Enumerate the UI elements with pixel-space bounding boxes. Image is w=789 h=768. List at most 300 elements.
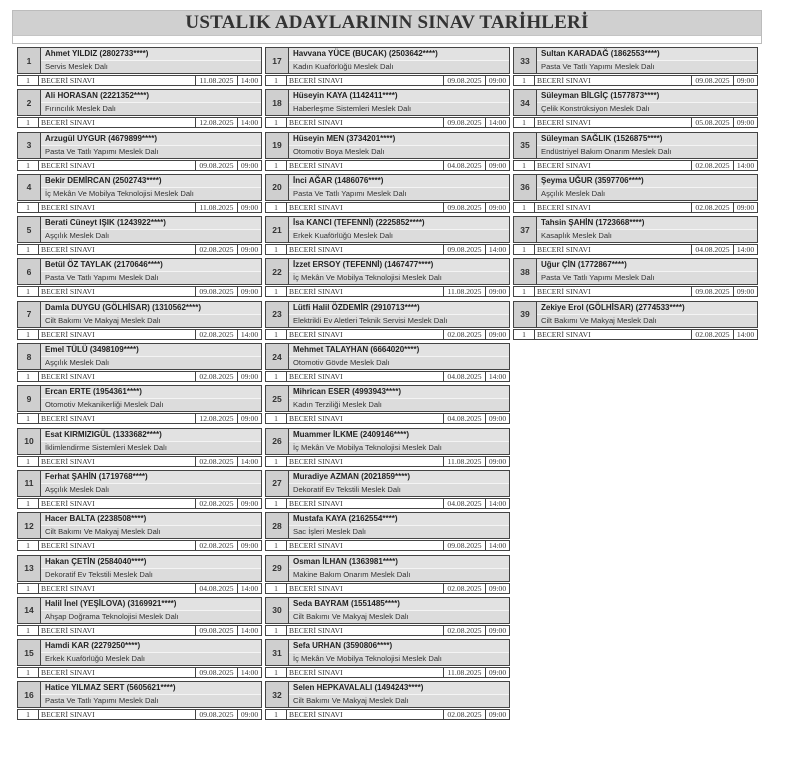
exam-type: BECERİ SINAVI [39, 625, 196, 636]
candidate-branch: Pasta Ve Tatlı Yapımı Meslek Dalı [41, 272, 261, 284]
exam-time: 14:00 [734, 160, 758, 171]
exam-number: 1 [265, 583, 287, 594]
exam-type: BECERİ SINAVI [39, 117, 196, 128]
candidate-branch: İklimlendirme Sistemleri Meslek Dalı [41, 442, 261, 454]
candidate-branch: Aşçılık Meslek Dalı [41, 484, 261, 496]
exam-date: 12.08.2025 [196, 413, 238, 424]
exam-time: 14:00 [486, 498, 510, 509]
column-3 [513, 47, 759, 343]
candidate-number: 33 [514, 48, 537, 73]
exam-number: 1 [513, 117, 535, 128]
candidate-name: Damla DUYGU (GÖLHİSAR) (1310562****) [41, 302, 261, 315]
exam-time: 14:00 [734, 329, 758, 340]
candidate-name: Emel TÜLÜ (3498109****) [41, 344, 261, 357]
exam-time: 14:00 [238, 583, 262, 594]
candidate-header [17, 428, 262, 455]
candidate-card [513, 216, 759, 255]
candidate-number: 27 [266, 471, 289, 496]
candidate-branch: Pasta Ve Tatlı Yapımı Meslek Dalı [537, 272, 757, 284]
candidate-header [17, 258, 262, 285]
exam-number: 1 [17, 371, 39, 382]
exam-number: 1 [265, 625, 287, 636]
exam-date: 11.08.2025 [196, 75, 238, 86]
candidate-header [265, 385, 510, 412]
candidate-card [17, 470, 263, 509]
candidate-name: Havvana YÜCE (BUCAK) (2503642****) [289, 48, 509, 61]
candidate-card [513, 174, 759, 213]
exam-time: 09:00 [486, 709, 510, 720]
exam-time: 09:00 [486, 202, 510, 213]
candidate-branch: Erkek Kuaförlüğü Meslek Dalı [41, 653, 261, 665]
candidate-number: 32 [266, 682, 289, 707]
exam-time: 14:00 [238, 329, 262, 340]
candidate-branch: Otomotiv Gövde Meslek Dalı [289, 357, 509, 369]
candidate-number: 12 [18, 513, 41, 538]
candidate-name: Ferhat ŞAHİN (1719768****) [41, 471, 261, 484]
exam-row [17, 583, 262, 594]
candidate-name: Uğur ÇİN (1772867****) [537, 259, 757, 272]
exam-time: 09:00 [238, 160, 262, 171]
candidate-name: Mihrican ESER (4993943****) [289, 386, 509, 399]
candidate-card [17, 639, 263, 678]
candidate-info [537, 90, 757, 115]
candidate-card [17, 681, 263, 720]
exam-time: 09:00 [486, 329, 510, 340]
candidate-name: İnci AĞAR (1486076****) [289, 175, 509, 188]
exam-date: 02.08.2025 [196, 244, 238, 255]
candidate-branch: Dekoratif Ev Tekstili Meslek Dalı [41, 569, 261, 581]
exam-time: 09:00 [734, 286, 758, 297]
candidate-card [265, 174, 511, 213]
candidate-number: 22 [266, 259, 289, 284]
candidate-header [17, 132, 262, 159]
candidate-number: 14 [18, 598, 41, 623]
exam-number: 1 [265, 709, 287, 720]
candidate-card [513, 132, 759, 171]
candidate-name: Halil İnel (YEŞİLOVA) (3169921****) [41, 598, 261, 611]
candidate-card [17, 301, 263, 340]
exam-type: BECERİ SINAVI [39, 413, 196, 424]
candidate-number: 11 [18, 471, 41, 496]
candidate-info [41, 259, 261, 284]
exam-number: 1 [265, 117, 287, 128]
candidate-info [41, 640, 261, 665]
exam-row [17, 329, 262, 340]
exam-row [513, 286, 758, 297]
candidate-header [17, 681, 262, 708]
exam-row [265, 75, 510, 86]
exam-number: 1 [265, 456, 287, 467]
candidate-info [41, 556, 261, 581]
exam-date: 02.08.2025 [444, 709, 486, 720]
exam-type: BECERİ SINAVI [535, 329, 692, 340]
candidate-info [41, 175, 261, 200]
exam-type: BECERİ SINAVI [287, 286, 444, 297]
candidate-header [265, 639, 510, 666]
exam-row [513, 117, 758, 128]
exam-type: BECERİ SINAVI [39, 498, 196, 509]
candidate-info [41, 217, 261, 242]
candidate-number: 1 [18, 48, 41, 73]
exam-date: 02.08.2025 [196, 371, 238, 382]
candidate-info [289, 48, 509, 73]
candidate-info [289, 133, 509, 158]
exam-type: BECERİ SINAVI [39, 371, 196, 382]
candidate-info [537, 259, 757, 284]
exam-type: BECERİ SINAVI [535, 244, 692, 255]
candidate-branch: Cilt Bakımı Ve Makyaj Meslek Dalı [289, 695, 509, 707]
candidate-card [265, 47, 511, 86]
exam-type: BECERİ SINAVI [535, 117, 692, 128]
exam-type: BECERİ SINAVI [535, 202, 692, 213]
candidate-number: 9 [18, 386, 41, 411]
exam-number: 1 [265, 498, 287, 509]
candidate-number: 36 [514, 175, 537, 200]
candidate-header [265, 555, 510, 582]
candidate-name: Mehmet TALAYHAN (6664020****) [289, 344, 509, 357]
exam-type: BECERİ SINAVI [39, 75, 196, 86]
candidate-name: Sefa URHAN (3590806****) [289, 640, 509, 653]
exam-row [513, 160, 758, 171]
candidate-card [17, 343, 263, 382]
candidate-info [41, 471, 261, 496]
exam-time: 09:00 [486, 286, 510, 297]
exam-date: 02.08.2025 [196, 329, 238, 340]
candidate-header [265, 428, 510, 455]
exam-type: BECERİ SINAVI [39, 244, 196, 255]
candidate-number: 30 [266, 598, 289, 623]
candidate-number: 24 [266, 344, 289, 369]
candidate-name: Ali HORASAN (2221352****) [41, 90, 261, 103]
candidate-header [17, 470, 262, 497]
candidate-number: 17 [266, 48, 289, 73]
candidate-name: Zekiye Erol (GÖLHİSAR) (2774533****) [537, 302, 757, 315]
candidate-info [289, 344, 509, 369]
exam-row [265, 117, 510, 128]
exam-row [17, 709, 262, 720]
candidate-card [265, 428, 511, 467]
candidate-card [265, 681, 511, 720]
candidate-header [265, 301, 510, 328]
candidate-header [17, 597, 262, 624]
candidate-header [513, 132, 758, 159]
candidate-branch: Sac İşleri Meslek Dalı [289, 526, 509, 538]
candidate-info [289, 640, 509, 665]
exam-number: 1 [17, 117, 39, 128]
candidate-header [513, 216, 758, 243]
candidate-name: Şeyma UĞUR (3597706****) [537, 175, 757, 188]
exam-number: 1 [265, 202, 287, 213]
candidate-number: 6 [18, 259, 41, 284]
candidate-header [513, 301, 758, 328]
exam-time: 09:00 [238, 244, 262, 255]
candidate-header [17, 512, 262, 539]
candidate-header [17, 639, 262, 666]
candidate-branch: Çelik Konstrüksiyon Meslek Dalı [537, 103, 757, 115]
candidate-header [265, 47, 510, 74]
candidate-number: 31 [266, 640, 289, 665]
candidate-card [265, 216, 511, 255]
candidate-name: Osman İLHAN (1363981****) [289, 556, 509, 569]
candidate-header [17, 343, 262, 370]
exam-type: BECERİ SINAVI [287, 329, 444, 340]
exam-number: 1 [17, 583, 39, 594]
exam-number: 1 [17, 244, 39, 255]
exam-row [17, 75, 262, 86]
exam-date: 04.08.2025 [444, 413, 486, 424]
candidate-number: 16 [18, 682, 41, 707]
exam-date: 04.08.2025 [444, 160, 486, 171]
candidate-number: 21 [266, 217, 289, 242]
exam-number: 1 [265, 160, 287, 171]
exam-time: 09:00 [238, 371, 262, 382]
exam-type: BECERİ SINAVI [287, 625, 444, 636]
candidate-number: 28 [266, 513, 289, 538]
exam-number: 1 [17, 456, 39, 467]
exam-type: BECERİ SINAVI [287, 202, 444, 213]
candidate-name: Muammer İLKME (2409146****) [289, 429, 509, 442]
candidate-header [513, 47, 758, 74]
exam-time: 09:00 [734, 75, 758, 86]
exam-time: 14:00 [238, 625, 262, 636]
candidate-name: Süleyman BİLGİÇ (1577873****) [537, 90, 757, 103]
candidate-header [17, 385, 262, 412]
exam-time: 09:00 [734, 117, 758, 128]
exam-row [265, 709, 510, 720]
candidate-number: 37 [514, 217, 537, 242]
candidate-header [265, 89, 510, 116]
exam-number: 1 [265, 244, 287, 255]
exam-row [265, 286, 510, 297]
candidate-card [17, 512, 263, 551]
candidate-header [17, 89, 262, 116]
exam-row [265, 456, 510, 467]
exam-date: 09.08.2025 [196, 160, 238, 171]
candidate-branch: Kasaplık Meslek Dalı [537, 230, 757, 242]
candidate-number: 4 [18, 175, 41, 200]
candidate-info [289, 259, 509, 284]
candidate-info [289, 682, 509, 707]
exam-type: BECERİ SINAVI [287, 456, 444, 467]
exam-time: 14:00 [238, 75, 262, 86]
candidate-card [17, 428, 263, 467]
exam-row [265, 413, 510, 424]
exam-number: 1 [17, 709, 39, 720]
exam-type: BECERİ SINAVI [287, 583, 444, 594]
candidate-header [513, 89, 758, 116]
candidate-card [17, 258, 263, 297]
candidate-card [265, 89, 511, 128]
candidate-number: 19 [266, 133, 289, 158]
exam-type: BECERİ SINAVI [39, 667, 196, 678]
candidate-name: Selen HEPKAVALALI (1494243****) [289, 682, 509, 695]
exam-date: 05.08.2025 [692, 117, 734, 128]
candidate-number: 25 [266, 386, 289, 411]
candidate-card [265, 343, 511, 382]
exam-time: 09:00 [734, 202, 758, 213]
exam-date: 02.08.2025 [196, 498, 238, 509]
candidate-branch: İç Mekân Ve Mobilya Teknolojisi Meslek Dalı [41, 188, 261, 200]
title-band [13, 11, 761, 36]
candidate-info [289, 386, 509, 411]
candidate-info [537, 175, 757, 200]
exam-row [513, 202, 758, 213]
exam-date: 11.08.2025 [196, 202, 238, 213]
exam-number: 1 [17, 202, 39, 213]
exam-number: 1 [17, 160, 39, 171]
candidate-card [265, 301, 511, 340]
candidate-header [265, 597, 510, 624]
candidate-card [17, 132, 263, 171]
candidate-card [265, 512, 511, 551]
exam-time: 14:00 [486, 371, 510, 382]
candidate-card [265, 639, 511, 678]
exam-number: 1 [17, 413, 39, 424]
candidate-card [513, 301, 759, 340]
exam-number: 1 [513, 75, 535, 86]
exam-row [265, 371, 510, 382]
exam-time: 09:00 [486, 625, 510, 636]
exam-type: BECERİ SINAVI [287, 413, 444, 424]
candidate-number: 20 [266, 175, 289, 200]
candidate-card [17, 174, 263, 213]
candidate-name: Seda BAYRAM (1551485****) [289, 598, 509, 611]
exam-number: 1 [513, 202, 535, 213]
candidate-name: Berati Cüneyt IŞIK (1243922****) [41, 217, 261, 230]
exam-type: BECERİ SINAVI [287, 75, 444, 86]
exam-time: 09:00 [238, 709, 262, 720]
exam-number: 1 [17, 498, 39, 509]
candidate-branch: Fırıncılık Meslek Dalı [41, 103, 261, 115]
candidate-card [513, 258, 759, 297]
candidate-header [17, 216, 262, 243]
candidate-name: Sultan KARADAĞ (1862553****) [537, 48, 757, 61]
candidate-info [41, 598, 261, 623]
exam-date: 09.08.2025 [444, 117, 486, 128]
candidate-card [17, 89, 263, 128]
exam-date: 09.08.2025 [444, 202, 486, 213]
candidate-number: 8 [18, 344, 41, 369]
candidate-card [265, 385, 511, 424]
candidate-number: 26 [266, 429, 289, 454]
candidate-info [41, 429, 261, 454]
exam-number: 1 [17, 625, 39, 636]
candidate-branch: Endüstriyel Bakım Onarım Meslek Dalı [537, 146, 757, 158]
candidate-branch: Servis Meslek Dalı [41, 61, 261, 73]
exam-row [17, 117, 262, 128]
exam-date: 09.08.2025 [444, 75, 486, 86]
exam-date: 11.08.2025 [444, 456, 486, 467]
exam-date: 11.08.2025 [444, 286, 486, 297]
exam-date: 09.08.2025 [196, 667, 238, 678]
exam-row [265, 244, 510, 255]
exam-row [513, 244, 758, 255]
exam-type: BECERİ SINAVI [535, 160, 692, 171]
candidate-info [537, 217, 757, 242]
exam-time: 09:00 [486, 160, 510, 171]
exam-row [265, 667, 510, 678]
candidate-info [41, 48, 261, 73]
candidate-info [41, 90, 261, 115]
candidate-name: Lütfi Halil ÖZDEMİR (2910713****) [289, 302, 509, 315]
exam-number: 1 [17, 75, 39, 86]
exam-type: BECERİ SINAVI [287, 244, 444, 255]
candidate-branch: İç Mekân Ve Mobilya Teknolojisi Meslek Dalı [289, 442, 509, 454]
candidate-number: 2 [18, 90, 41, 115]
candidate-branch: Elektrikli Ev Aletleri Teknik Servisi Meslek Dalı [289, 315, 509, 327]
exam-type: BECERİ SINAVI [39, 160, 196, 171]
candidate-number: 10 [18, 429, 41, 454]
candidate-branch: Aşçılık Meslek Dalı [41, 357, 261, 369]
exam-number: 1 [17, 329, 39, 340]
candidate-number: 23 [266, 302, 289, 327]
exam-row [17, 498, 262, 509]
exam-date: 09.08.2025 [692, 75, 734, 86]
exam-date: 11.08.2025 [444, 667, 486, 678]
exam-type: BECERİ SINAVI [287, 117, 444, 128]
exam-time: 09:00 [238, 540, 262, 551]
candidate-branch: Makine Bakım Onarım Meslek Dalı [289, 569, 509, 581]
column-2 [265, 47, 511, 724]
candidate-number: 3 [18, 133, 41, 158]
exam-time: 14:00 [486, 540, 510, 551]
exam-row [265, 202, 510, 213]
exam-row [17, 625, 262, 636]
exam-time: 14:00 [486, 244, 510, 255]
candidate-name: Süleyman SAĞLIK (1526875****) [537, 133, 757, 146]
exam-date: 09.08.2025 [196, 625, 238, 636]
exam-time: 09:00 [238, 413, 262, 424]
exam-date: 02.08.2025 [444, 329, 486, 340]
candidate-header [265, 258, 510, 285]
candidate-name: Hacer BALTA (2238508****) [41, 513, 261, 526]
candidate-card [17, 385, 263, 424]
exam-row [265, 160, 510, 171]
candidate-name: Hatice YILMAZ SERT (5605621****) [41, 682, 261, 695]
candidate-info [289, 471, 509, 496]
candidate-branch: Pasta Ve Tatlı Yapımı Meslek Dalı [41, 146, 261, 158]
exam-time: 09:00 [486, 583, 510, 594]
candidate-number: 5 [18, 217, 41, 242]
candidate-card [17, 597, 263, 636]
exam-number: 1 [265, 540, 287, 551]
candidate-name: Hüseyin MEN (3734201****) [289, 133, 509, 146]
exam-row [513, 75, 758, 86]
exam-date: 02.08.2025 [444, 583, 486, 594]
exam-time: 14:00 [486, 117, 510, 128]
exam-time: 14:00 [238, 456, 262, 467]
candidate-info [41, 513, 261, 538]
exam-time: 14:00 [238, 667, 262, 678]
exam-type: BECERİ SINAVI [287, 709, 444, 720]
exam-type: BECERİ SINAVI [287, 540, 444, 551]
exam-time: 09:00 [486, 413, 510, 424]
exam-row [17, 667, 262, 678]
candidate-info [289, 90, 509, 115]
exam-date: 09.08.2025 [196, 286, 238, 297]
candidate-branch: Otomotiv Boya Meslek Dalı [289, 146, 509, 158]
candidate-card [17, 555, 263, 594]
exam-type: BECERİ SINAVI [535, 286, 692, 297]
candidate-branch: Pasta Ve Tatlı Yapımı Meslek Dalı [537, 61, 757, 73]
exam-number: 1 [17, 540, 39, 551]
candidate-header [265, 470, 510, 497]
candidate-name: Hakan ÇETİN (2584040****) [41, 556, 261, 569]
exam-type: BECERİ SINAVI [39, 583, 196, 594]
candidate-number: 38 [514, 259, 537, 284]
candidate-branch: Cilt Bakımı Ve Makyaj Meslek Dalı [289, 611, 509, 623]
candidate-name: Ercan ERTE (1954361****) [41, 386, 261, 399]
